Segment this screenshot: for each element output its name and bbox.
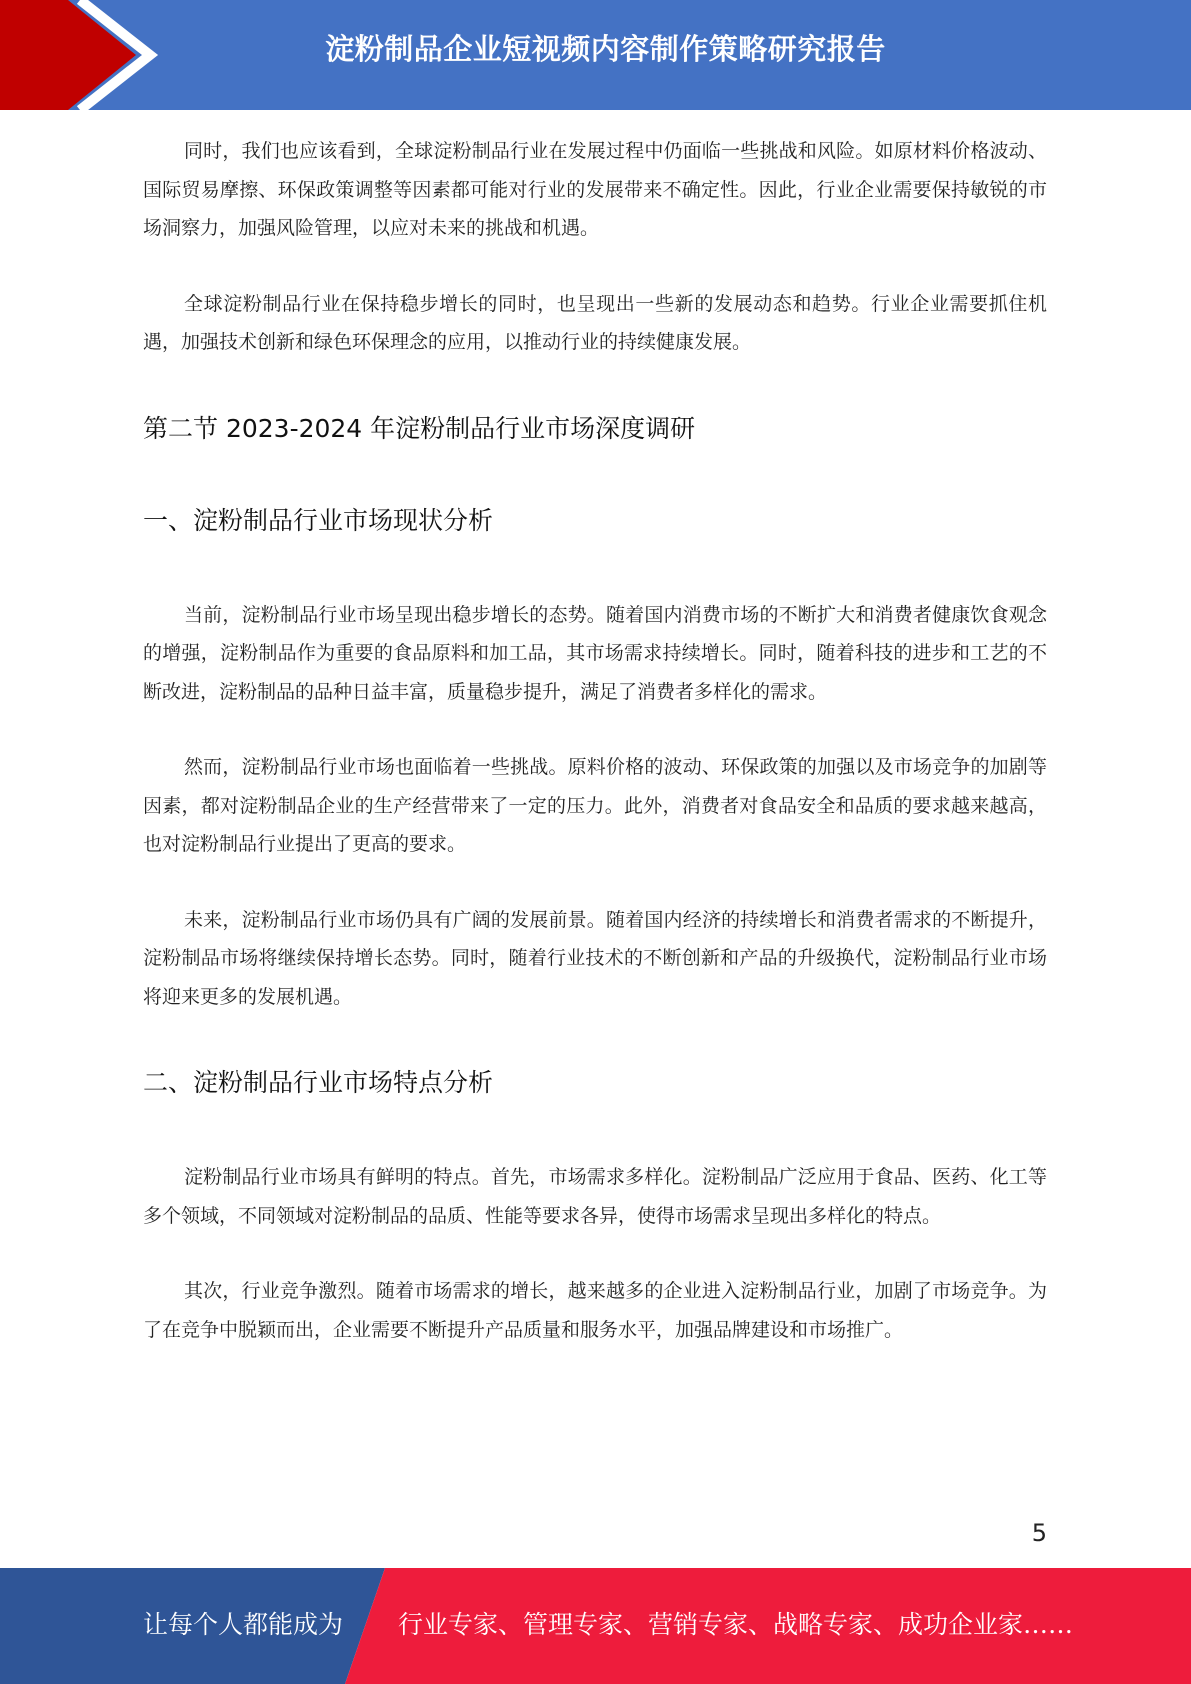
paragraph: 淀粉制品行业市场具有鲜明的特点。首先，市场需求多样化。淀粉制品广泛应用于食品、医药、化工等多个领域，不同领域对淀粉制品的品质、性能等要求各异，使得市场需求呈现出多样化的特点。 [143,1166,1047,1227]
section-title: 第二节 2023-2024 年淀粉制品行业市场深度调研 [143,413,696,443]
page-footer [0,1568,1191,1684]
footer-slogan-right: 行业专家、管理专家、营销专家、战略专家、成功企业家…… [398,1610,1074,1639]
footer-slogan-left: 让每个人都能成为 [143,1610,344,1639]
subsection-title: 二、淀粉制品行业市场特点分析 [143,1068,494,1097]
report-title: 淀粉制品企业短视频内容制作策略研究报告 [325,32,886,66]
paragraph: 未来，淀粉制品行业市场仍具有广阔的发展前景。随着国内经济的持续增长和消费者需求的不断提升，淀粉制品市场将继续保持增长态势。同时，随着行业技术的不断创新和产品的升级换代，淀粉制品行业市场将迎来更多的发展机遇。 [143,908,1047,1008]
subsection-title: 一、淀粉制品行业市场现状分析 [143,505,494,535]
paragraph: 同时，我们也应该看到，全球淀粉制品行业在发展过程中仍面临一些挑战和风险。如原材料价格波动、国际贸易摩擦、环保政策调整等因素都可能对行业的发展带来不确定性。因此，行业企业需要保持敏锐的市场洞察力，加强风险管理，以应对未来的挑战和机遇。 [143,140,1047,239]
paragraph: 全球淀粉制品行业在保持稳步增长的同时，也呈现出一些新的发展动态和趋势。行业企业需要抓住机遇，加强技术创新和绿色环保理念的应用，以推动行业的持续健康发展。 [143,292,1047,353]
page-number: 5 [1031,1519,1047,1547]
page-header [0,0,1191,110]
paragraph: 然而，淀粉制品行业市场也面临着一些挑战。原料价格的波动、环保政策的加强以及市场竞争的加剧等因素，都对淀粉制品企业的生产经营带来了一定的压力。此外，消费者对食品安全和品质的要求越来越高，也对淀粉制品行业提出了更高的要求。 [143,756,1047,855]
paragraph: 当前，淀粉制品行业市场呈现出稳步增长的态势。随着国内消费市场的不断扩大和消费者健康饮食观念的增强，淀粉制品作为重要的食品原料和加工品，其市场需求持续增长。同时，随着科技的进步和工艺的不断改进，淀粉制品的品种日益丰富，质量稳步提升，满足了消费者多样化的需求。 [143,603,1047,703]
paragraph: 其次，行业竞争激烈。随着市场需求的增长，越来越多的企业进入淀粉制品行业，加剧了市场竞争。为了在竞争中脱颖而出，企业需要不断提升产品质量和服务水平，加强品牌建设和市场推广。 [143,1280,1047,1341]
page-content [143,132,1047,1349]
